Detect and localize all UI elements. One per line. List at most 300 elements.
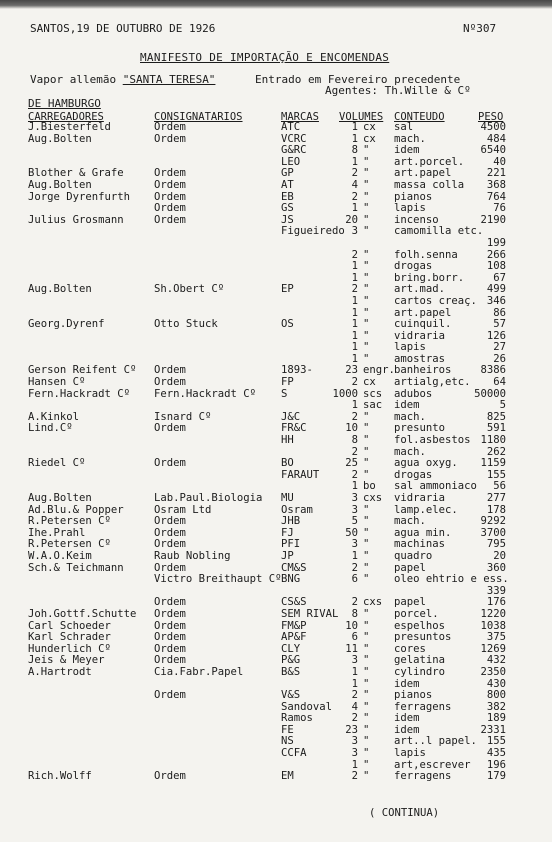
cell-volumes: 3: [351, 735, 358, 748]
cell-unit: ": [363, 190, 370, 203]
cell-weight: 155: [486, 468, 506, 481]
cell-weight: 221: [486, 167, 506, 180]
cell-contents: camomilla etc.: [394, 225, 484, 238]
cell-contents: papel: [394, 561, 426, 574]
cell-consignee: Ordem: [154, 654, 186, 667]
cell-marks: FR&C: [281, 422, 307, 435]
cell-consignee: Lab.Paul.Biologia: [154, 492, 263, 504]
cell-consignee: Ordem: [154, 422, 186, 435]
document-date: SANTOS,19 DE OUTUBRO DE 1926: [30, 22, 216, 35]
table-row: [0, 667, 552, 679]
cell-volumes: 2: [351, 596, 358, 609]
cell-volumes: 2: [351, 167, 358, 180]
cell-weight: 375: [486, 631, 506, 644]
cell-unit: ": [363, 747, 370, 760]
cell-unit: ": [363, 538, 370, 551]
cell-shipper: Aug.Bolten: [28, 492, 92, 504]
cell-marks: Ramos: [281, 712, 313, 725]
cell-volumes: 2: [351, 770, 358, 783]
cell-shipper: R.Petersen Cº: [28, 538, 111, 551]
cell-volumes: 2: [351, 410, 358, 423]
cell-shipper: Blother & Grafe: [28, 167, 124, 180]
cell-marks: CS&S: [281, 596, 307, 609]
cell-consignee: Ordem: [154, 515, 186, 528]
cell-contents: sal ammoniaco: [394, 480, 477, 493]
cell-unit: ": [363, 561, 370, 574]
cell-shipper: Jorge Dyrenfurth: [28, 190, 131, 203]
cell-contents: machinas: [394, 538, 446, 551]
cell-unit: ": [363, 515, 370, 528]
cell-volumes: 1: [351, 294, 358, 307]
cell-unit: ": [363, 689, 370, 702]
cell-shipper: Ihe.Prahl: [28, 526, 86, 539]
cell-unit: ": [363, 167, 370, 180]
cell-contents: ferragens: [394, 770, 452, 783]
cell-volumes: 10: [345, 422, 358, 435]
cell-consignee: Cia.Fabr.Papel: [154, 665, 244, 678]
cell-contents: cuinquil.: [394, 318, 452, 331]
cell-consignee: Victro Breithaupt Cº: [154, 573, 282, 586]
cell-weight: 339: [486, 584, 506, 597]
cell-unit: ": [363, 248, 370, 261]
cell-weight: 795: [486, 538, 506, 551]
cell-shipper: Georg.Dyrenf: [28, 318, 105, 331]
cell-unit: ": [363, 341, 370, 354]
cell-volumes: 1: [351, 665, 358, 678]
cell-weight: 57: [493, 318, 506, 331]
cell-contents: presunto: [394, 422, 446, 435]
cell-marks: OS: [281, 318, 294, 331]
cell-unit: ": [363, 503, 370, 516]
cell-consignee: Ordem: [154, 607, 186, 620]
cell-volumes: 8: [351, 434, 358, 447]
cell-consignee: Ordem: [154, 619, 186, 632]
cell-weight: 2331: [480, 723, 506, 736]
cell-unit: engr.: [363, 364, 395, 377]
cell-shipper: Ad.Blu.& Popper: [28, 503, 124, 516]
cell-unit: ": [363, 758, 370, 771]
cell-volumes: 1: [351, 202, 358, 215]
table-row: [0, 203, 552, 215]
cell-volumes: 1000: [332, 387, 358, 400]
cell-marks: JP: [281, 549, 294, 562]
table-row: [0, 319, 552, 331]
cell-marks: FP: [281, 376, 294, 389]
cell-volumes: 1: [351, 155, 358, 168]
cell-marks: FJ: [281, 526, 294, 539]
cell-marks: CM&S: [281, 561, 307, 574]
cell-consignee: Ordem: [154, 364, 186, 377]
cell-marks: Figueiredo: [281, 225, 345, 238]
entry-note: Entrado em Fevereiro precedente: [255, 73, 461, 86]
cell-unit: ": [363, 607, 370, 620]
cell-unit: cxs: [363, 596, 383, 609]
cell-contents: presuntos: [394, 631, 452, 644]
cell-volumes: 3: [351, 492, 358, 504]
cell-weight: 40: [493, 155, 506, 168]
cell-marks: B&S: [281, 665, 301, 678]
cell-contents: papel: [394, 596, 426, 609]
cell-shipper: Aug.Bolten: [28, 178, 92, 191]
cell-contents: oleo ehtrio e ess.: [394, 573, 509, 586]
cell-volumes: 1: [351, 549, 358, 562]
cell-contents: pianos: [394, 689, 433, 702]
cell-contents: art.papel: [394, 167, 452, 180]
cell-volumes: 1: [351, 758, 358, 771]
cell-weight: 432: [486, 654, 506, 667]
cell-consignee: Isnard Cº: [154, 410, 212, 423]
cell-unit: ": [363, 329, 370, 342]
cell-consignee: Otto Stuck: [154, 318, 218, 331]
cell-unit: ": [363, 468, 370, 481]
cell-weight: 346: [486, 294, 506, 307]
cell-weight: 179: [486, 770, 506, 783]
cell-contents: adubos: [394, 387, 433, 400]
table-row: [0, 702, 552, 714]
cell-volumes: 2: [351, 190, 358, 203]
cell-weight: 277: [486, 492, 506, 504]
cell-consignee: Ordem: [154, 561, 186, 574]
cell-volumes: 23: [345, 723, 358, 736]
cell-weight: 2190: [480, 213, 506, 226]
cell-shipper: Julius Grosmann: [28, 213, 124, 226]
cell-shipper: Rich.Wolff: [28, 770, 92, 783]
cell-marks: S: [281, 387, 288, 400]
cell-weight: 368: [486, 178, 506, 191]
table-row: [0, 690, 552, 702]
cell-volumes: 2: [351, 283, 358, 296]
cell-weight: 76: [493, 202, 506, 215]
cell-weight: 825: [486, 410, 506, 423]
cell-shipper: R.Petersen Cº: [28, 515, 111, 528]
table-row: [0, 122, 552, 134]
cell-marks: FARAUT: [281, 468, 320, 481]
cell-contents: art..l papel.: [394, 735, 477, 748]
cell-marks: ATC: [281, 121, 301, 133]
cell-marks: VCRC: [281, 132, 307, 145]
cell-marks: PFI: [281, 538, 301, 551]
vessel-label: Vapor allemão: [30, 73, 123, 86]
cell-unit: ": [363, 434, 370, 447]
cell-marks: FM&P: [281, 619, 307, 632]
cell-weight: 199: [486, 236, 506, 249]
table-row: [0, 400, 552, 412]
cell-volumes: 1: [351, 341, 358, 354]
cell-weight: 20: [493, 549, 506, 562]
cell-weight: 189: [486, 712, 506, 725]
cell-weight: 178: [486, 503, 506, 516]
cell-consignee: Raub Nobling: [154, 549, 231, 562]
cell-unit: ": [363, 723, 370, 736]
cell-contents: espelhos: [394, 619, 446, 632]
cell-marks: CLY: [281, 642, 301, 655]
cell-contents: agua min.: [394, 526, 452, 539]
cell-unit: ": [363, 294, 370, 307]
cell-weight: 196: [486, 758, 506, 771]
table-row: [0, 192, 552, 204]
cell-volumes: 1: [351, 399, 358, 412]
table-row: [0, 331, 552, 343]
cell-contents: amostras: [394, 352, 446, 365]
cell-marks: GS: [281, 202, 294, 215]
cell-unit: ": [363, 318, 370, 331]
cell-unit: ": [363, 178, 370, 191]
cell-volumes: 3: [351, 225, 358, 238]
cell-weight: 591: [486, 422, 506, 435]
cell-contents: massa colla: [394, 178, 465, 191]
cell-contents: idem: [394, 677, 420, 690]
cell-unit: cx: [363, 376, 376, 389]
cell-volumes: 1: [351, 352, 358, 365]
cell-volumes: 1: [351, 677, 358, 690]
cell-unit: ": [363, 155, 370, 168]
cell-volumes: 2: [351, 689, 358, 702]
table-row: [0, 180, 552, 192]
cell-unit: ": [363, 260, 370, 273]
column-header-consignatarios: CONSIGNATARIOS: [154, 111, 243, 123]
cell-weight: 86: [493, 306, 506, 319]
cell-contents: cartos creaç.: [394, 294, 477, 307]
cell-shipper: Aug.Bolten: [28, 132, 92, 145]
column-header-volumes: VOLUMES: [339, 111, 384, 123]
cell-weight: 1269: [480, 642, 506, 655]
cell-weight: 9292: [480, 515, 506, 528]
table-row: [0, 261, 552, 273]
table-row: [0, 412, 552, 424]
cell-contents: idem: [394, 712, 420, 725]
cell-shipper: Aug.Bolten: [28, 283, 92, 296]
cell-weight: 108: [486, 260, 506, 273]
cell-contents: fol.asbestos: [394, 434, 471, 447]
cell-marks: MU: [281, 492, 294, 504]
cell-volumes: 2: [351, 712, 358, 725]
cell-shipper: Carl Schoeder: [28, 619, 111, 632]
cell-volumes: 4: [351, 700, 358, 713]
cell-shipper: Fern.Hackradt Cº: [28, 387, 131, 400]
cell-marks: EM: [281, 770, 294, 783]
cell-marks: CCFA: [281, 747, 307, 760]
table-row: [0, 377, 552, 389]
column-header-conteudo: CONTEUDO: [394, 111, 445, 123]
cell-unit: cx: [363, 132, 376, 145]
cell-contents: ferragens: [394, 700, 452, 713]
cell-marks: GP: [281, 167, 294, 180]
cell-unit: ": [363, 770, 370, 783]
cell-shipper: Gerson Reifent Cº: [28, 364, 137, 377]
cell-weight: 484: [486, 132, 506, 145]
cell-contents: idem: [394, 399, 420, 412]
cell-volumes: 23: [345, 364, 358, 377]
cell-contents: agua oxyg.: [394, 457, 458, 470]
column-header-carregadores: CARREGADORES: [28, 111, 104, 123]
cell-unit: ": [363, 271, 370, 284]
cell-marks: JHB: [281, 515, 301, 528]
table-row: [0, 632, 552, 644]
cell-contents: artialg,etc.: [394, 376, 471, 389]
cell-weight: 3700: [480, 526, 506, 539]
cell-unit: ": [363, 549, 370, 562]
cell-consignee: Sh.Obert Cº: [154, 283, 225, 296]
cell-marks: NS: [281, 735, 294, 748]
cell-volumes: 3: [351, 503, 358, 516]
cell-weight: 5: [499, 399, 506, 412]
cell-contents: art.porcel.: [394, 155, 465, 168]
cell-contents: quadro: [394, 549, 433, 562]
cell-volumes: 2: [351, 468, 358, 481]
cell-unit: ": [363, 213, 370, 226]
table-row: [0, 226, 552, 238]
cell-consignee: Ordem: [154, 642, 186, 655]
cell-unit: ": [363, 677, 370, 690]
cell-weight: 56: [493, 480, 506, 493]
cell-weight: 499: [486, 283, 506, 296]
agents-line: Agentes: Th.Wille & Cº: [325, 84, 471, 97]
cell-shipper: A.Hartrodt: [28, 665, 92, 678]
cell-unit: ": [363, 202, 370, 215]
cell-shipper: J.Biesterfeld: [28, 121, 111, 133]
cell-shipper: Hunderlich Cº: [28, 642, 111, 655]
cell-marks: EB: [281, 190, 294, 203]
cell-volumes: 3: [351, 654, 358, 667]
cell-weight: 2350: [480, 665, 506, 678]
cell-volumes: 2: [351, 248, 358, 261]
cell-volumes: 1: [351, 271, 358, 284]
cell-volumes: 6: [351, 631, 358, 644]
table-row: [0, 435, 552, 447]
cell-unit: ": [363, 225, 370, 238]
column-header-peso: PESO: [478, 111, 504, 123]
cell-volumes: 11: [345, 642, 358, 655]
document-number: Nº307: [463, 22, 497, 35]
table-row: [0, 609, 552, 621]
cell-weight: 67: [493, 271, 506, 284]
scan-edge: [0, 0, 552, 9]
cell-weight: 764: [486, 190, 506, 203]
cell-weight: 1220: [480, 607, 506, 620]
cell-consignee: Ordem: [154, 190, 186, 203]
cell-marks: FE: [281, 723, 294, 736]
cell-weight: 6540: [480, 144, 506, 157]
cell-weight: 26: [493, 352, 506, 365]
table-row: [0, 296, 552, 308]
cell-marks: J&C: [281, 410, 301, 423]
cell-weight: 382: [486, 700, 506, 713]
cell-volumes: 1: [351, 260, 358, 273]
table-row: [0, 586, 552, 598]
cell-shipper: Jeis & Meyer: [28, 654, 105, 667]
cell-contents: bring.borr.: [394, 271, 465, 284]
cell-unit: ": [363, 144, 370, 157]
cell-unit: ": [363, 665, 370, 678]
cell-volumes: 10: [345, 619, 358, 632]
cell-marks: AP&F: [281, 631, 307, 644]
cell-volumes: 4: [351, 178, 358, 191]
cell-consignee: Ordem: [154, 538, 186, 551]
cell-contents: cores: [394, 642, 426, 655]
table-row: [0, 238, 552, 250]
cell-unit: ": [363, 700, 370, 713]
cell-unit: ": [363, 642, 370, 655]
cell-consignee: Ordem: [154, 202, 186, 215]
cell-shipper: Karl Schrader: [28, 631, 111, 644]
cell-weight: 430: [486, 677, 506, 690]
cell-weight: 4500: [480, 121, 506, 133]
cell-consignee: Ordem: [154, 167, 186, 180]
cell-unit: ": [363, 352, 370, 365]
cell-volumes: 1: [351, 329, 358, 342]
cell-weight: 8386: [480, 364, 506, 377]
cell-consignee: Ordem: [154, 457, 186, 470]
cell-weight: 435: [486, 747, 506, 760]
table-row: [0, 458, 552, 470]
column-header-marcas: MARCAS: [281, 111, 319, 123]
cell-consignee: Ordem: [154, 689, 186, 702]
cell-unit: cx: [363, 121, 376, 133]
cell-unit: ": [363, 283, 370, 296]
cell-shipper: A.Kinkol: [28, 410, 80, 423]
cell-unit: ": [363, 410, 370, 423]
cell-weight: 266: [486, 248, 506, 261]
cell-contents: art.mad.: [394, 283, 446, 296]
cell-volumes: 3: [351, 538, 358, 551]
cell-contents: art.papel: [394, 306, 452, 319]
cell-contents: mach.: [394, 445, 426, 458]
cell-consignee: Ordem: [154, 526, 186, 539]
cell-unit: ": [363, 712, 370, 725]
cell-weight: 176: [486, 596, 506, 609]
cell-contents: cylindro: [394, 665, 446, 678]
cell-consignee: Ordem: [154, 178, 186, 191]
table-row: [0, 134, 552, 146]
cell-marks: AT: [281, 178, 294, 191]
cell-volumes: 6: [351, 573, 358, 586]
cell-contents: lamp.elec.: [394, 503, 458, 516]
cell-consignee: Osram Ltd: [154, 503, 212, 516]
cell-unit: ": [363, 526, 370, 539]
cell-marks: EP: [281, 283, 294, 296]
cell-unit: ": [363, 445, 370, 458]
cell-contents: lapis: [394, 202, 426, 215]
cell-contents: mach.: [394, 515, 426, 528]
manifest-table: [0, 122, 552, 783]
cell-contents: vidraria: [394, 329, 446, 342]
cell-marks: LEO: [281, 155, 301, 168]
cell-contents: pianos: [394, 190, 433, 203]
cell-contents: banheiros: [394, 364, 452, 377]
cell-volumes: 2: [351, 445, 358, 458]
cell-consignee: Ordem: [154, 132, 186, 145]
cell-shipper: W.A.O.Keim: [28, 549, 92, 562]
cell-unit: ": [363, 735, 370, 748]
cell-marks: Sandoval: [281, 700, 333, 713]
table-row: [0, 342, 552, 354]
cell-volumes: 5: [351, 515, 358, 528]
cell-weight: 360: [486, 561, 506, 574]
cell-marks: JS: [281, 213, 294, 226]
cell-weight: 64: [493, 376, 506, 389]
cell-contents: drogas: [394, 468, 433, 481]
cell-weight: 126: [486, 329, 506, 342]
cell-consignee: Ordem: [154, 213, 186, 226]
cell-unit: ": [363, 619, 370, 632]
cell-weight: 27: [493, 341, 506, 354]
table-row: [0, 736, 552, 748]
vessel-line: [30, 73, 215, 86]
cell-unit: ": [363, 457, 370, 470]
cell-unit: cxs: [363, 492, 383, 504]
cell-weight: 262: [486, 445, 506, 458]
cell-consignee: Ordem: [154, 596, 186, 609]
